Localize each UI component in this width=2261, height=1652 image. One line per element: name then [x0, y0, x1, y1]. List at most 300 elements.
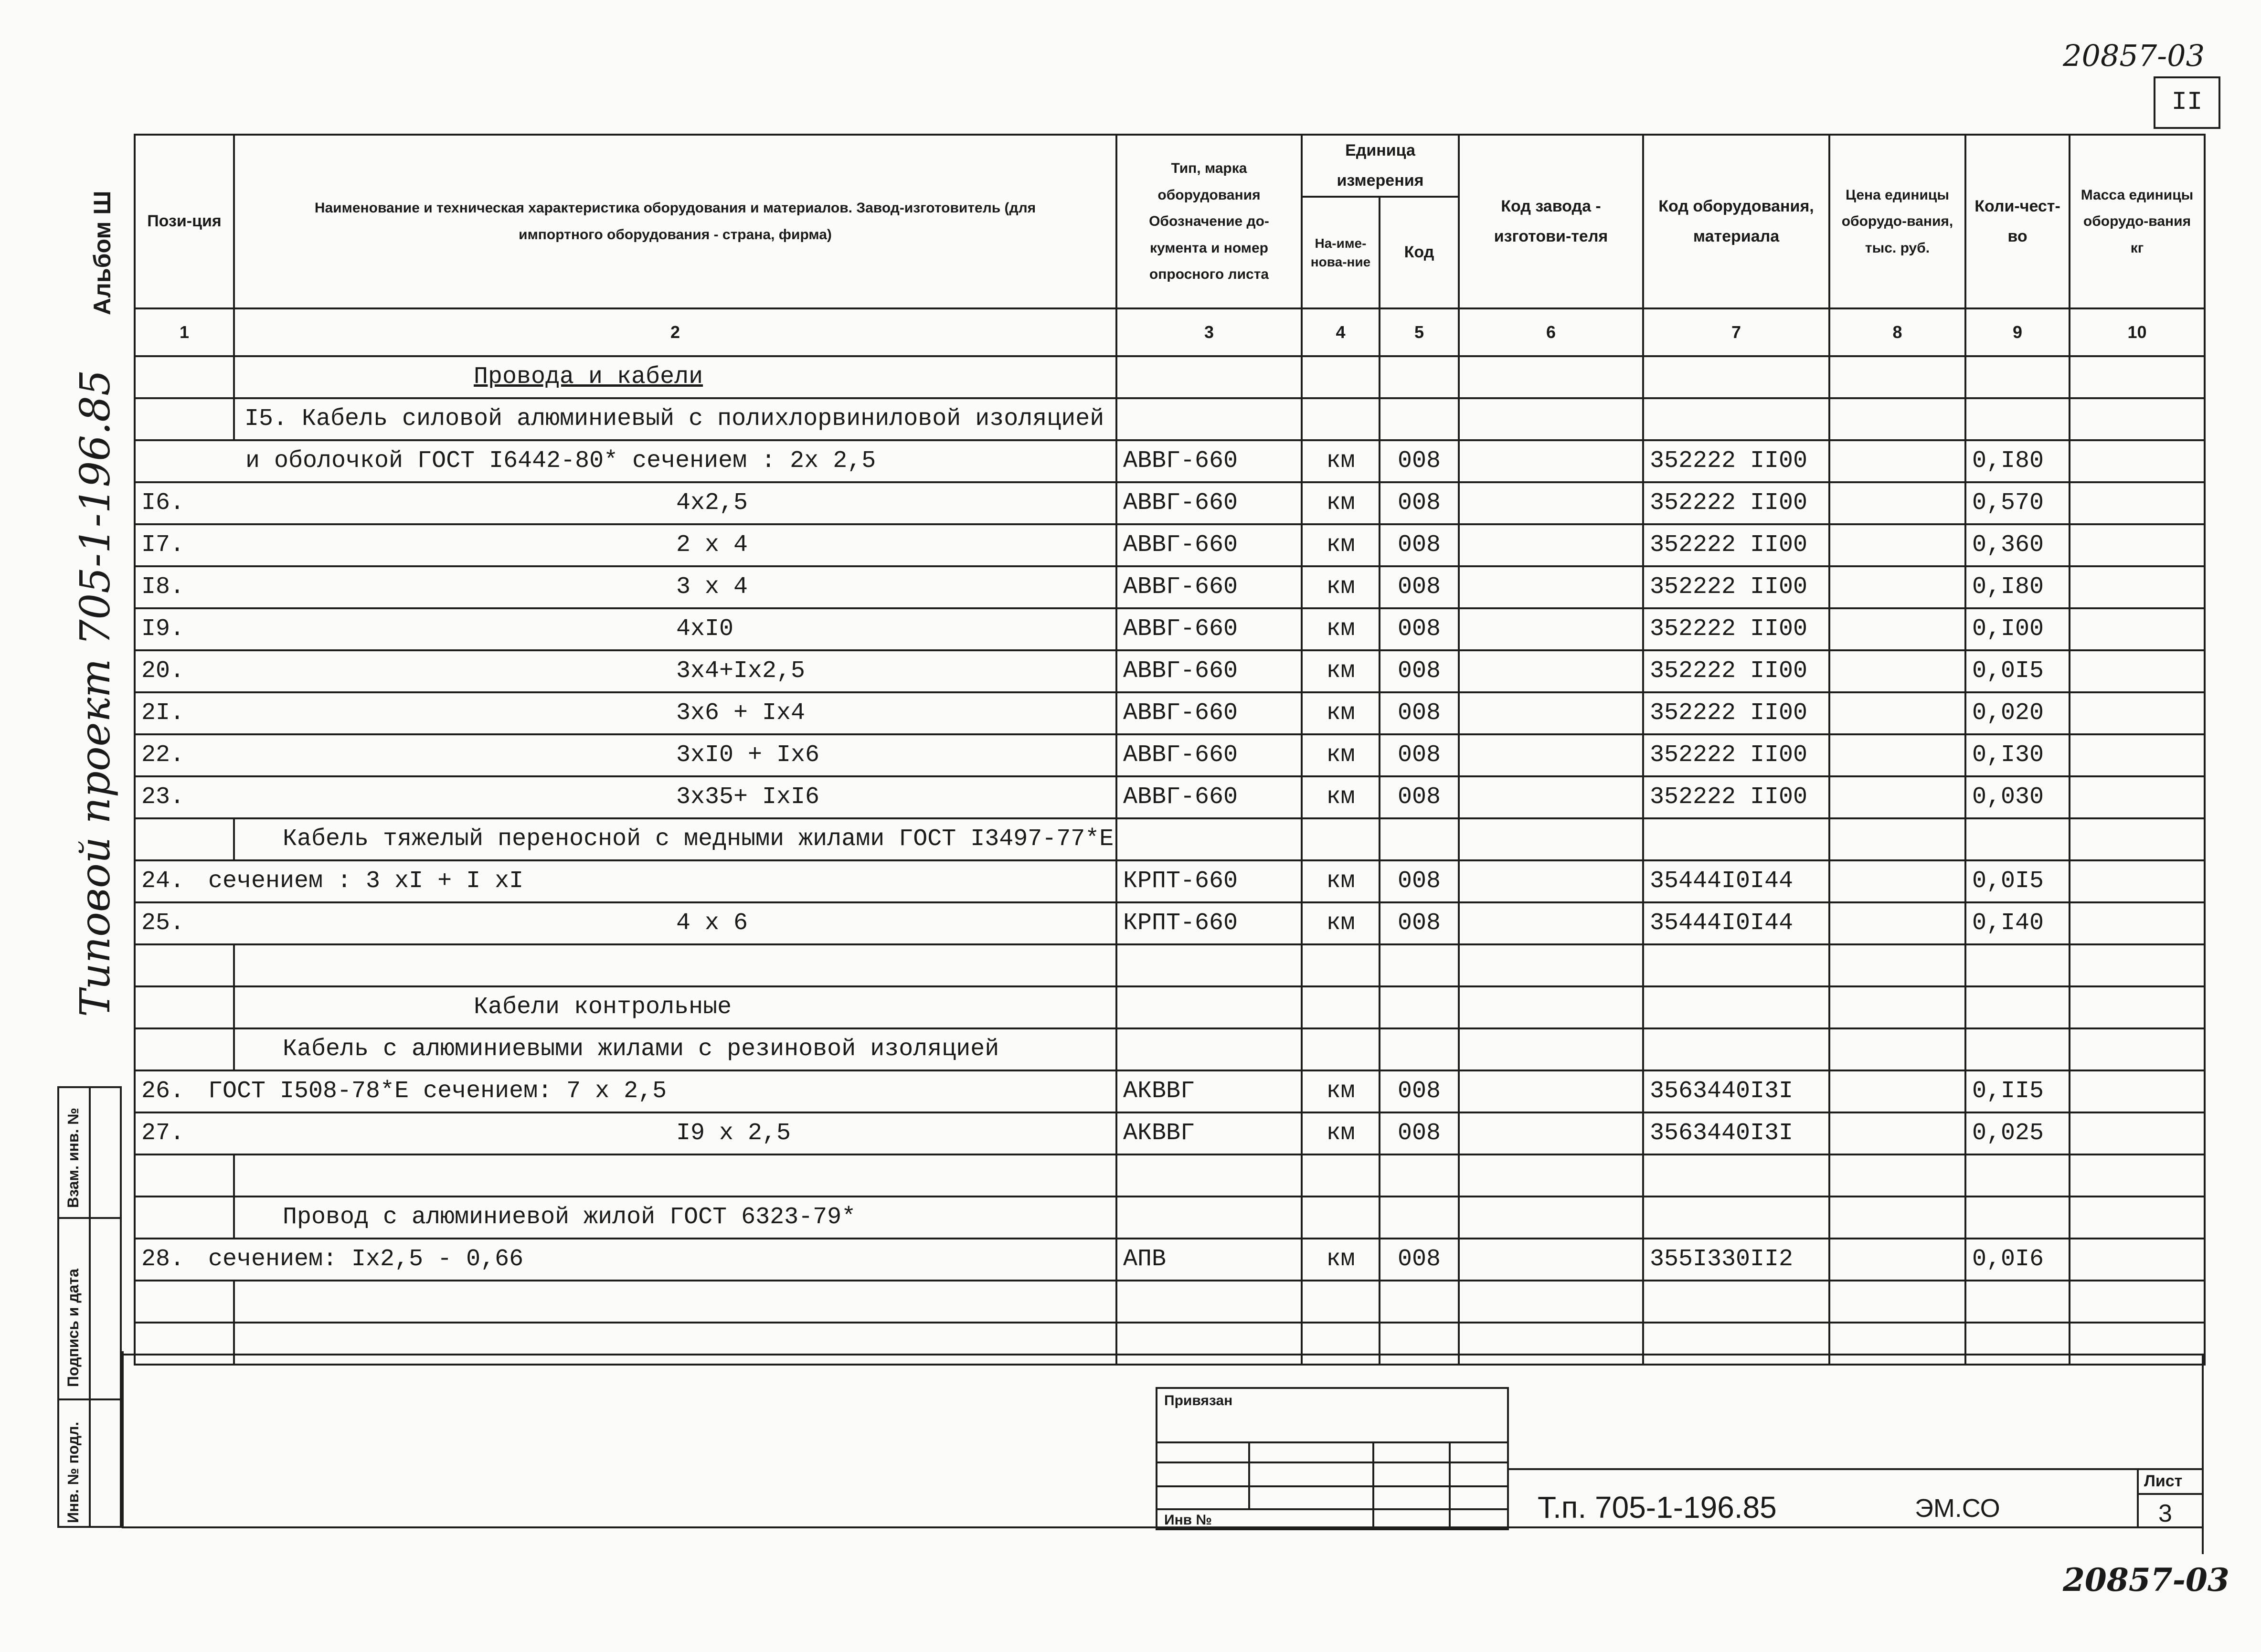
- row-empty-cell: [2070, 1154, 2205, 1197]
- row-mass: [2070, 566, 2205, 608]
- row-empty-cell: [1829, 398, 1965, 440]
- row-empty-cell: [1643, 944, 1829, 986]
- row-position-number: 28.: [141, 1246, 185, 1273]
- row-unit: км: [1302, 524, 1380, 566]
- colnum-9: 9: [1965, 308, 2070, 356]
- row-empty-cell: [2070, 986, 2205, 1028]
- row-section-spec: ГОСТ I508-78*Е сечением: 7 х 2,5: [208, 1078, 667, 1105]
- row-factory-code: [1459, 860, 1643, 902]
- row-empty-cell: [1380, 986, 1459, 1028]
- row-name: [135, 650, 1116, 692]
- table-row: [135, 608, 2205, 650]
- row-factory-code: [1459, 440, 1643, 482]
- row-section-spec: 3 х 4: [676, 573, 748, 601]
- row-empty-cell: [1380, 1154, 1459, 1197]
- colnum-6: 6: [1459, 308, 1643, 356]
- row-empty-cell: [1116, 356, 1302, 398]
- row-empty-cell: [1459, 1028, 1643, 1070]
- row-type: КРПТ-660: [1116, 902, 1302, 944]
- row-unit-code: 008: [1380, 1239, 1459, 1281]
- row-position-number: 24.: [141, 868, 185, 895]
- row-empty-cell: [1116, 1323, 1302, 1365]
- row-unit-code: 008: [1380, 650, 1459, 692]
- row-empty-cell: [1829, 1154, 1965, 1197]
- row-empty-cell: [1643, 1323, 1829, 1365]
- row-mass: [2070, 776, 2205, 818]
- header-type: Тип, марка оборудования Обозначение до-кумента и номер опросного листа: [1116, 135, 1302, 308]
- table-row: [135, 902, 2205, 944]
- row-price: [1829, 776, 1965, 818]
- table-row: [135, 650, 2205, 692]
- row-factory-code: [1459, 524, 1643, 566]
- row-unit-code: 008: [1380, 440, 1459, 482]
- row-empty-cell: [1302, 1323, 1380, 1365]
- row-position-number: 23.: [141, 784, 185, 811]
- header-equipment-code: Код оборудования, материала: [1643, 135, 1829, 308]
- row-empty-cell: [1459, 818, 1643, 860]
- row-quantity: 0,570: [1965, 482, 2070, 524]
- row-equipment-code: 352222 II00: [1643, 440, 1829, 482]
- row-type: АВВГ-660: [1116, 608, 1302, 650]
- row-position-number: 25.: [141, 910, 185, 937]
- row-position: [135, 986, 234, 1028]
- row-factory-code: [1459, 776, 1643, 818]
- table-row: [135, 566, 2205, 608]
- mark-text: ЭМ.СО: [1915, 1494, 2000, 1523]
- row-unit-code: 008: [1380, 1070, 1459, 1112]
- colnum-1: 1: [135, 308, 234, 356]
- row-description: [234, 1281, 1116, 1323]
- row-quantity: 0,I80: [1965, 566, 2070, 608]
- project-label: Типовой проект 705-1-196.85: [72, 370, 119, 1017]
- table-row: [135, 1154, 2205, 1197]
- row-description: Кабель с алюминиевыми жилами с резиновой изоляцией: [234, 1028, 1116, 1070]
- row-quantity: 0,0I6: [1965, 1239, 2070, 1281]
- row-empty-cell: [2070, 818, 2205, 860]
- row-name: [135, 860, 1116, 902]
- row-name: [135, 1112, 1116, 1154]
- row-price: [1829, 902, 1965, 944]
- row-position: [135, 1323, 234, 1365]
- row-name: [135, 776, 1116, 818]
- row-type: АВВГ-660: [1116, 776, 1302, 818]
- row-empty-cell: [1829, 944, 1965, 986]
- row-quantity: 0,0I5: [1965, 860, 2070, 902]
- table-row: [135, 1281, 2205, 1323]
- album-label: Альбом Ш: [89, 191, 116, 315]
- row-price: [1829, 650, 1965, 692]
- row-name: [135, 902, 1116, 944]
- table-row: [135, 692, 2205, 734]
- row-empty-cell: [1302, 1281, 1380, 1323]
- row-empty-cell: [1643, 986, 1829, 1028]
- row-empty-cell: [1302, 1197, 1380, 1239]
- row-name: [135, 440, 1116, 482]
- colnum-3: 3: [1116, 308, 1302, 356]
- bottom-corner-code: 20857-03: [2063, 1561, 2229, 1599]
- row-empty-cell: [1965, 986, 2070, 1028]
- row-empty-cell: [1459, 1281, 1643, 1323]
- row-description: [234, 1154, 1116, 1197]
- table-row: [135, 524, 2205, 566]
- row-equipment-code: 352222 II00: [1643, 608, 1829, 650]
- header-mass: Масса единицы оборудо-вания кг: [2070, 135, 2205, 308]
- row-equipment-code: 3563440I3I: [1643, 1070, 1829, 1112]
- row-price: [1829, 692, 1965, 734]
- row-section-spec: 4 х 6: [676, 910, 748, 937]
- row-position: [135, 818, 234, 860]
- margin-label-vzam: Взам. инв. №: [64, 1108, 82, 1208]
- row-empty-cell: [1459, 1323, 1643, 1365]
- row-equipment-code: 352222 II00: [1643, 482, 1829, 524]
- row-empty-cell: [1459, 1197, 1643, 1239]
- row-empty-cell: [1380, 1323, 1459, 1365]
- row-empty-cell: [1643, 1281, 1829, 1323]
- row-empty-cell: [2070, 1281, 2205, 1323]
- row-section-spec: и оболочкой ГОСТ I6442-80* сечением : 2х 2,5: [245, 447, 876, 475]
- row-description: Провод с алюминиевой жилой ГОСТ 6323-79*: [234, 1197, 1116, 1239]
- row-section-spec: 2 х 4: [676, 531, 748, 559]
- row-quantity: 0,I00: [1965, 608, 2070, 650]
- row-unit: км: [1302, 608, 1380, 650]
- row-mass: [2070, 734, 2205, 776]
- row-empty-cell: [1459, 398, 1643, 440]
- row-equipment-code: 3563440I3I: [1643, 1112, 1829, 1154]
- row-description: Кабель тяжелый переносной с медными жилами ГОСТ I3497-77*Е: [234, 818, 1116, 860]
- row-unit-code: 008: [1380, 608, 1459, 650]
- row-factory-code: [1459, 566, 1643, 608]
- row-unit: км: [1302, 902, 1380, 944]
- row-empty-cell: [1965, 1154, 2070, 1197]
- row-section-spec: сечением : 3 хI + I хI: [208, 868, 524, 895]
- row-price: [1829, 1112, 1965, 1154]
- row-empty-cell: [1643, 1154, 1829, 1197]
- colnum-4: 4: [1302, 308, 1380, 356]
- row-position: [135, 944, 234, 986]
- row-section-spec: 3хI0 + Iх6: [676, 741, 820, 769]
- designation-top-line: [1509, 1468, 2204, 1470]
- row-empty-cell: [1302, 1154, 1380, 1197]
- row-empty-cell: [1302, 356, 1380, 398]
- header-position: Пози-ция: [135, 135, 234, 308]
- row-equipment-code: 35444I0I44: [1643, 860, 1829, 902]
- row-type: АВВГ-660: [1116, 734, 1302, 776]
- row-empty-cell: [1302, 398, 1380, 440]
- row-quantity: 0,020: [1965, 692, 2070, 734]
- sheet-number-box: [2154, 76, 2220, 129]
- row-unit-code: 008: [1380, 1112, 1459, 1154]
- row-type: АВВГ-660: [1116, 482, 1302, 524]
- row-position-number: I8.: [141, 573, 185, 601]
- row-mass: [2070, 482, 2205, 524]
- row-factory-code: [1459, 1239, 1643, 1281]
- frame-bottom-of-table: [122, 1354, 2204, 1355]
- row-empty-cell: [1965, 356, 2070, 398]
- privyazan-block: [1156, 1387, 1509, 1530]
- row-equipment-code: 352222 II00: [1643, 524, 1829, 566]
- row-empty-cell: [1302, 986, 1380, 1028]
- row-empty-cell: [1380, 356, 1459, 398]
- row-empty-cell: [2070, 1197, 2205, 1239]
- row-unit-code: 008: [1380, 566, 1459, 608]
- row-description: [234, 1323, 1116, 1365]
- row-empty-cell: [2070, 356, 2205, 398]
- row-position-number: 26.: [141, 1078, 185, 1105]
- row-name: [135, 482, 1116, 524]
- row-empty-cell: [1643, 398, 1829, 440]
- header-price: Цена единицы оборудо-вания, тыс. руб.: [1829, 135, 1965, 308]
- row-quantity: 0,I30: [1965, 734, 2070, 776]
- colnum-2: 2: [234, 308, 1116, 356]
- row-mass: [2070, 1070, 2205, 1112]
- header-unit-name: На-име-нова-ние: [1302, 197, 1380, 308]
- table-row: [135, 1323, 2205, 1365]
- row-unit: км: [1302, 440, 1380, 482]
- row-unit-code: 008: [1380, 692, 1459, 734]
- row-position-number: I7.: [141, 531, 185, 559]
- row-unit: км: [1302, 734, 1380, 776]
- row-mass: [2070, 692, 2205, 734]
- row-position-number: 27.: [141, 1120, 185, 1147]
- row-empty-cell: [2070, 398, 2205, 440]
- header-quantity: Коли-чест-во: [1965, 135, 2070, 308]
- row-quantity: 0,025: [1965, 1112, 2070, 1154]
- row-empty-cell: [1116, 1028, 1302, 1070]
- row-factory-code: [1459, 734, 1643, 776]
- row-position: [135, 1154, 234, 1197]
- row-price: [1829, 482, 1965, 524]
- table-row: [135, 1197, 2205, 1239]
- row-equipment-code: 352222 II00: [1643, 776, 1829, 818]
- row-empty-cell: [1459, 1154, 1643, 1197]
- row-unit: км: [1302, 1070, 1380, 1112]
- table-row: [135, 734, 2205, 776]
- row-factory-code: [1459, 902, 1643, 944]
- sheet-number: 3: [2158, 1500, 2172, 1527]
- row-type: АВВГ-660: [1116, 440, 1302, 482]
- table-row: [135, 482, 2205, 524]
- row-empty-cell: [1829, 1281, 1965, 1323]
- row-empty-cell: [1643, 1028, 1829, 1070]
- row-price: [1829, 860, 1965, 902]
- sheet-cell-left: [2137, 1468, 2139, 1528]
- row-section-spec: I9 х 2,5: [676, 1120, 791, 1147]
- row-position: [135, 356, 234, 398]
- row-unit: км: [1302, 482, 1380, 524]
- row-empty-cell: [2070, 944, 2205, 986]
- row-description: [234, 944, 1116, 986]
- header-factory-code: Код завода - изготови-теля: [1459, 135, 1643, 308]
- row-mass: [2070, 860, 2205, 902]
- row-price: [1829, 566, 1965, 608]
- row-empty-cell: [1380, 1028, 1459, 1070]
- row-type: АВВГ-660: [1116, 566, 1302, 608]
- table-row: [135, 398, 2205, 440]
- row-description: I5. Кабель силовой алюминиевый с полихлорвиниловой изоляцией: [234, 398, 1116, 440]
- row-empty-cell: [1643, 356, 1829, 398]
- row-unit: км: [1302, 566, 1380, 608]
- row-empty-cell: [1116, 944, 1302, 986]
- row-unit: км: [1302, 1239, 1380, 1281]
- row-empty-cell: [1829, 1028, 1965, 1070]
- table-row: [135, 776, 2205, 818]
- row-unit-code: 008: [1380, 902, 1459, 944]
- row-mass: [2070, 650, 2205, 692]
- row-equipment-code: 352222 II00: [1643, 650, 1829, 692]
- table-row: [135, 1239, 2205, 1281]
- row-mass: [2070, 608, 2205, 650]
- row-price: [1829, 524, 1965, 566]
- row-type: АВВГ-660: [1116, 524, 1302, 566]
- row-factory-code: [1459, 692, 1643, 734]
- row-name: [135, 1239, 1116, 1281]
- sheet-number-box-text: II: [2171, 88, 2203, 117]
- row-quantity: 0,II5: [1965, 1070, 2070, 1112]
- table-row: [135, 1070, 2205, 1112]
- row-empty-cell: [1643, 1197, 1829, 1239]
- row-factory-code: [1459, 482, 1643, 524]
- sheet-cell-divider: [2137, 1493, 2204, 1495]
- row-empty-cell: [1965, 1281, 2070, 1323]
- row-unit-code: 008: [1380, 776, 1459, 818]
- row-price: [1829, 440, 1965, 482]
- row-position-number: 22.: [141, 741, 185, 769]
- designation-text: Т.п. 705-1-196.85: [1538, 1490, 1777, 1525]
- row-equipment-code: 352222 II00: [1643, 734, 1829, 776]
- row-empty-cell: [1380, 1281, 1459, 1323]
- row-unit-code: 008: [1380, 734, 1459, 776]
- row-unit: км: [1302, 1112, 1380, 1154]
- row-equipment-code: 355I330II2: [1643, 1239, 1829, 1281]
- row-type: АВВГ-660: [1116, 650, 1302, 692]
- row-section-spec: 3х4+Iх2,5: [676, 657, 806, 685]
- row-empty-cell: [1459, 944, 1643, 986]
- row-type: АКВВГ: [1116, 1070, 1302, 1112]
- row-mass: [2070, 1112, 2205, 1154]
- row-empty-cell: [1459, 986, 1643, 1028]
- specification-body: [135, 356, 2205, 1365]
- row-position: [135, 1281, 234, 1323]
- row-position: [135, 1028, 234, 1070]
- row-section-spec: 3х35+ IхI6: [676, 784, 820, 811]
- row-unit: км: [1302, 776, 1380, 818]
- row-mass: [2070, 440, 2205, 482]
- row-empty-cell: [2070, 1028, 2205, 1070]
- header-unit-group: Единица измерения: [1302, 135, 1459, 197]
- header-name: Наименование и техническая характеристика оборудования и материалов. Завод-изготовитель (для импортного оборудования - страна, фирма): [234, 135, 1116, 308]
- table-row: [135, 860, 2205, 902]
- row-empty-cell: [1829, 1323, 1965, 1365]
- row-position-number: 20.: [141, 657, 185, 685]
- row-empty-cell: [1965, 944, 2070, 986]
- table-row: [135, 944, 2205, 986]
- row-price: [1829, 1070, 1965, 1112]
- header-unit-code: Код: [1380, 197, 1459, 308]
- row-empty-cell: [1116, 398, 1302, 440]
- row-empty-cell: [1116, 1154, 1302, 1197]
- row-empty-cell: [1380, 818, 1459, 860]
- row-unit-code: 008: [1380, 860, 1459, 902]
- table-row: [135, 440, 2205, 482]
- frame-right-line: [2202, 1354, 2204, 1554]
- row-section-spec: 3х6 + Iх4: [676, 699, 806, 727]
- row-empty-cell: [1116, 1197, 1302, 1239]
- row-empty-cell: [1380, 1197, 1459, 1239]
- row-section-spec: 4х2,5: [676, 489, 748, 517]
- row-factory-code: [1459, 650, 1643, 692]
- row-section-spec: 4хI0: [676, 615, 734, 643]
- table-row: [135, 356, 2205, 398]
- row-unit: км: [1302, 692, 1380, 734]
- row-type: АВВГ-660: [1116, 692, 1302, 734]
- row-empty-cell: [1643, 818, 1829, 860]
- row-empty-cell: [1965, 398, 2070, 440]
- row-empty-cell: [1965, 1197, 2070, 1239]
- row-name: [135, 566, 1116, 608]
- row-empty-cell: [1116, 986, 1302, 1028]
- row-position: [135, 1197, 234, 1239]
- row-type: КРПТ-660: [1116, 860, 1302, 902]
- row-empty-cell: [1302, 944, 1380, 986]
- row-quantity: 0,0I5: [1965, 650, 2070, 692]
- row-mass: [2070, 1239, 2205, 1281]
- row-name: [135, 692, 1116, 734]
- row-empty-cell: [1965, 1028, 2070, 1070]
- row-section-title: Кабели контрольные: [234, 986, 1116, 1028]
- row-type: АКВВГ: [1116, 1112, 1302, 1154]
- row-section-title: Провода и кабели: [234, 356, 1116, 398]
- row-empty-cell: [1829, 818, 1965, 860]
- row-price: [1829, 608, 1965, 650]
- row-empty-cell: [1116, 1281, 1302, 1323]
- specification-table: [134, 134, 2206, 1366]
- row-name: [135, 1070, 1116, 1112]
- row-empty-cell: [1965, 818, 2070, 860]
- row-name: [135, 524, 1116, 566]
- row-empty-cell: [1302, 818, 1380, 860]
- row-quantity: 0,030: [1965, 776, 2070, 818]
- row-equipment-code: 352222 II00: [1643, 566, 1829, 608]
- row-empty-cell: [1302, 1028, 1380, 1070]
- row-type: АПВ: [1116, 1239, 1302, 1281]
- row-empty-cell: [1459, 356, 1643, 398]
- row-position-number: I9.: [141, 615, 185, 643]
- row-unit-code: 008: [1380, 482, 1459, 524]
- table-row: [135, 986, 2205, 1028]
- top-corner-code: 20857-03: [2063, 38, 2205, 73]
- row-unit: км: [1302, 860, 1380, 902]
- row-section-spec: сечением: Iх2,5 - 0,66: [208, 1246, 524, 1273]
- row-quantity: 0,360: [1965, 524, 2070, 566]
- colnum-10: 10: [2070, 308, 2205, 356]
- table-row: [135, 1028, 2205, 1070]
- row-empty-cell: [1829, 1197, 1965, 1239]
- row-mass: [2070, 902, 2205, 944]
- row-position: [135, 398, 234, 440]
- row-factory-code: [1459, 1070, 1643, 1112]
- row-name: [135, 734, 1116, 776]
- frame-left-line: [122, 1351, 124, 1528]
- colnum-5: 5: [1380, 308, 1459, 356]
- row-empty-cell: [1829, 356, 1965, 398]
- row-mass: [2070, 524, 2205, 566]
- row-position-number: 2I.: [141, 699, 185, 727]
- row-equipment-code: 35444I0I44: [1643, 902, 1829, 944]
- column-number-row: [135, 308, 2205, 356]
- row-empty-cell: [1965, 1323, 2070, 1365]
- row-position-number: I6.: [141, 489, 185, 517]
- row-equipment-code: 352222 II00: [1643, 692, 1829, 734]
